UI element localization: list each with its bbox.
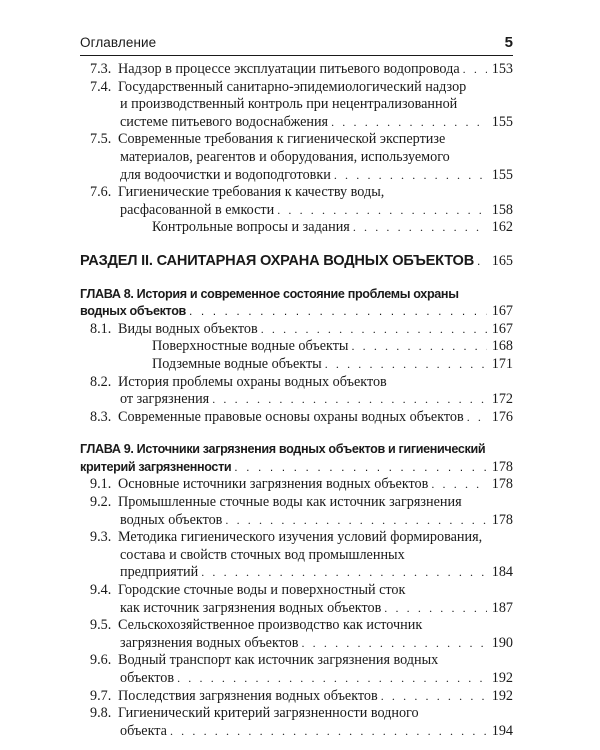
toc-group-chapter7	[80, 61, 513, 237]
dot-leader	[331, 114, 487, 132]
entry-title-line: Контрольные вопросы и задания	[152, 219, 350, 236]
entry-page: 155	[491, 166, 513, 183]
entry-title-line: Подземные водные объекты	[152, 355, 322, 372]
toc-entry[interactable]	[80, 652, 513, 687]
dot-leader	[431, 476, 487, 494]
entry-last-line	[118, 202, 513, 220]
toc-chapter-heading[interactable]	[80, 286, 513, 321]
dot-leader	[212, 391, 487, 409]
entry-title-line: Поверхностные водные объекты	[152, 338, 349, 355]
entry-title-line: Гигиенический критерий загрязненности водного	[118, 705, 419, 722]
entry-title-line: состава и свойств сточных вод промышленных	[120, 546, 405, 563]
toc-entry[interactable]	[80, 476, 513, 494]
entry-title-line: загрязнения водных объектов	[120, 634, 299, 651]
toc-entry[interactable]	[80, 617, 513, 652]
entry-page: 178	[491, 511, 513, 528]
entry-last-line	[118, 635, 513, 653]
running-head	[80, 34, 513, 51]
entry-last-line	[118, 564, 513, 582]
entry-number: 8.3.	[90, 408, 112, 425]
entry-number: 9.4.	[90, 582, 112, 599]
dot-leader	[384, 600, 487, 618]
toc-group-chapter9	[80, 476, 513, 740]
entry-number: 9.8.	[90, 705, 112, 722]
entry-page: 192	[491, 670, 513, 686]
table-of-contents	[80, 61, 513, 740]
entry-number: 7.3.	[90, 61, 112, 77]
toc-entry[interactable]	[80, 131, 513, 184]
entry-title-line: материалов, реагентов и оборудования, используемого	[120, 148, 450, 165]
section-page: 165	[491, 252, 513, 269]
entry-page: 172	[491, 391, 513, 408]
entry-number: 9.2.	[90, 494, 112, 511]
entry-title-line: Городские сточные воды и поверхностный сток	[118, 582, 406, 599]
entry-page: 171	[491, 355, 513, 372]
entry-title-line: объекта	[120, 722, 167, 739]
entry-title-line: Сельскохозяйственное производство как источник	[118, 617, 423, 634]
dot-leader	[301, 635, 487, 653]
section-title: РАЗДЕЛ II. САНИТАРНАЯ ОХРАНА ВОДНЫХ ОБЪЕКТОВ	[80, 252, 475, 269]
entry-last-line	[118, 670, 513, 688]
dot-leader	[201, 564, 487, 582]
toc-entry[interactable]	[80, 374, 513, 409]
toc-entry[interactable]	[80, 582, 513, 617]
entry-title-line: Государственный санитарно-эпидемиологический надзор	[118, 78, 467, 95]
toc-entry[interactable]	[80, 338, 513, 356]
entry-number: 7.6.	[90, 184, 112, 201]
header-rule	[80, 55, 513, 56]
entry-last-line	[118, 167, 513, 185]
toc-entry[interactable]	[80, 688, 513, 706]
entry-last-line	[118, 61, 513, 79]
dot-leader	[177, 670, 487, 688]
toc-entry[interactable]	[80, 494, 513, 529]
entry-page: 155	[491, 113, 513, 130]
entry-number: 9.1.	[90, 476, 112, 493]
entry-title-line: водных объектов	[120, 511, 223, 528]
entry-title-line: Основные источники загрязнения водных объектов	[118, 476, 429, 493]
dot-leader	[477, 253, 487, 271]
chapter-title-line: водных объектов	[80, 304, 186, 319]
entry-title-line: Надзор в процессе эксплуатации питьевого водопровода	[118, 61, 460, 77]
entry-number: 8.2.	[90, 373, 112, 390]
entry-page: 168	[491, 338, 513, 355]
toc-entry[interactable]	[80, 79, 513, 132]
entry-page: 178	[491, 476, 513, 493]
entry-last-line	[152, 219, 513, 237]
entry-title-line: как источник загрязнения водных объектов	[120, 599, 382, 616]
entry-title-line: Современные правовые основы охраны водных объектов	[118, 408, 464, 425]
toc-entry[interactable]	[80, 356, 513, 374]
dot-leader	[381, 688, 487, 706]
entry-number: 9.5.	[90, 617, 112, 634]
dot-leader	[463, 61, 487, 79]
dot-leader	[225, 512, 487, 530]
toc-section-heading[interactable]	[80, 253, 513, 271]
entry-title-line: для водоочистки и водоподготовки	[120, 166, 331, 183]
entry-title-line: предприятий	[120, 564, 199, 581]
entry-page: 190	[491, 634, 513, 651]
dot-leader	[277, 202, 487, 220]
entry-last-line	[118, 600, 513, 618]
entry-page: 153	[491, 61, 513, 77]
toc-group-chapter8	[80, 321, 513, 427]
toc-entry[interactable]	[80, 321, 513, 339]
entry-last-line	[118, 409, 513, 427]
entry-page: 167	[491, 320, 513, 337]
dot-leader	[351, 338, 487, 356]
entry-last-line	[118, 723, 513, 741]
entry-last-line	[152, 356, 513, 374]
dot-leader	[325, 356, 487, 374]
page-number: 5	[504, 34, 513, 51]
dot-leader	[234, 459, 487, 477]
dot-leader	[467, 409, 487, 427]
entry-title-line: Последствия загрязнения водных объектов	[118, 687, 378, 704]
entry-title-line: Водный транспорт как источник загрязнения водных	[118, 652, 439, 669]
toc-entry[interactable]	[80, 529, 513, 582]
entry-number: 7.5.	[90, 131, 112, 148]
toc-entry[interactable]	[80, 705, 513, 740]
entry-number: 9.3.	[90, 529, 112, 546]
entry-last-line	[118, 512, 513, 530]
dot-leader	[261, 321, 487, 339]
entry-title-line: История проблемы охраны водных объектов	[118, 373, 387, 390]
dot-leader	[170, 723, 487, 741]
entry-last-line	[118, 114, 513, 132]
entry-number: 8.1.	[90, 320, 112, 337]
entry-page: 162	[491, 219, 513, 236]
entry-last-line	[118, 688, 513, 706]
toc-entry[interactable]	[80, 219, 513, 237]
entry-title-line: Современные требования к гигиенической экспертизе	[118, 131, 446, 148]
entry-page: 192	[491, 687, 513, 704]
entry-page: 184	[491, 564, 513, 581]
entry-title-line: расфасованной в емкости	[120, 201, 275, 218]
entry-page: 187	[491, 599, 513, 616]
chapter-page: 167	[491, 303, 513, 320]
chapter-title-line: критерий загрязненности	[80, 459, 232, 474]
dot-leader	[353, 219, 487, 237]
entry-title-line: Методика гигиенического изучения условий формирования,	[118, 529, 483, 546]
entry-last-line	[118, 391, 513, 409]
toc-entry[interactable]	[80, 409, 513, 427]
entry-title-line: и производственный контроль при нецентрализованной	[120, 96, 458, 113]
toc-entry[interactable]	[80, 184, 513, 219]
entry-last-line	[152, 338, 513, 356]
chapter-page: 178	[491, 458, 513, 475]
entry-title-line: объектов	[120, 670, 175, 686]
chapter-title-line: ГЛАВА 9. Источники загрязнения водных объектов и гигиенический	[80, 442, 486, 457]
dot-leader	[334, 167, 487, 185]
entry-title-line: Гигиенические требования к качеству воды,	[118, 184, 385, 201]
entry-title-line: Промышленные сточные воды как источник загрязнения	[118, 494, 462, 511]
entry-title-line: системе питьевого водоснабжения	[120, 113, 329, 130]
entry-last-line	[118, 321, 513, 339]
toc-entry[interactable]	[80, 61, 513, 79]
chapter-title-line: ГЛАВА 8. История и современное состояние проблемы охраны	[80, 286, 459, 301]
entry-last-line	[118, 476, 513, 494]
entry-title-line: Виды водных объектов	[118, 320, 258, 337]
dot-leader	[189, 303, 487, 321]
entry-page: 194	[491, 722, 513, 739]
toc-chapter-heading[interactable]	[80, 441, 513, 476]
entry-page: 176	[491, 408, 513, 425]
running-head-title: Оглавление	[80, 35, 157, 50]
entry-number: 7.4.	[90, 78, 112, 95]
entry-page: 158	[491, 201, 513, 218]
entry-number: 9.7.	[90, 687, 112, 704]
entry-title-line: от загрязнения	[120, 391, 210, 408]
entry-number: 9.6.	[90, 652, 112, 669]
